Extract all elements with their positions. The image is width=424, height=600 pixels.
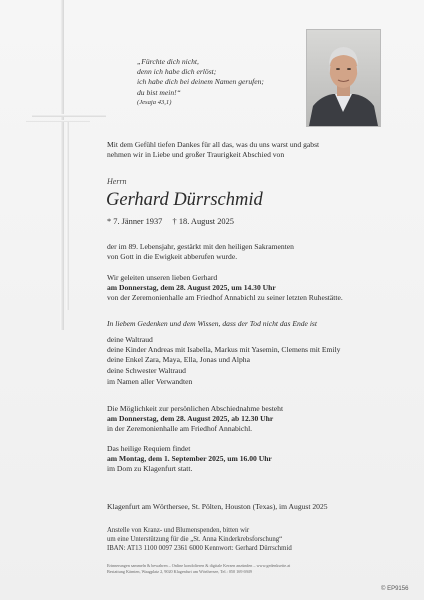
mourners-list [107, 335, 407, 376]
funeral-line: von der Zeremonienhalle am Friedhof Annabichl zu seiner letzten Ruhestätte. [107, 293, 343, 303]
intro-line: Mit dem Gefühl tiefen Dankes für all das, was du uns warst und gabst [107, 140, 320, 149]
portrait-image [307, 30, 380, 126]
farewell-line: Die Möglichkeit zur persönlichen Abschiednahme besteht [107, 404, 284, 413]
document-code: © EP9156 [381, 586, 409, 592]
funeral-line: Wir geleiten unseren lieben Gerhard [107, 273, 218, 282]
mourner-line: deine Enkel Zara, Maya, Ella, Jonas und Alpha [107, 355, 250, 365]
donation-text [107, 526, 387, 553]
death-line: von Gott in die Ewigkeit abberufen wurde. [107, 252, 238, 262]
mourner-line: deine Schwester Waltraud [107, 365, 186, 375]
cross-ornament-horizontal-shadow [26, 120, 90, 122]
quote-line: du bist mein!“ [137, 87, 181, 97]
cross-ornament-horizontal [32, 114, 106, 117]
birth-date: * 7. Jänner 1937 [107, 217, 163, 226]
memory-text: In liebem Gedenken und dem Wissen, dass der Tod nicht das Ende ist [107, 319, 317, 328]
farewell-text [107, 404, 407, 435]
relatives-text: im Namen aller Verwandten [107, 377, 193, 386]
death-line: der im 89. Lebensjahr, gestärkt mit den heiligen Sakramenten [107, 242, 294, 251]
cross-ornament-vertical-shadow [66, 120, 69, 310]
bible-quote [137, 57, 297, 108]
donation-line: IBAN: AT13 1100 0097 2361 6000 Kennwort: Gerhard Dürrschmid [107, 545, 292, 552]
intro-line: nehmen wir in Liebe und großer Traurigkeit Abschied von [107, 150, 285, 160]
deceased-name: Gerhard Dürrschmid [106, 190, 263, 210]
funeral-text [107, 273, 407, 304]
portrait-photo [306, 29, 381, 127]
requiem-text [107, 444, 407, 475]
intro-text [107, 140, 407, 160]
requiem-date: am Montag, dem 1. September 2025, um 16.00 Uhr [107, 454, 272, 464]
footer-line: Bestattung Kärnten, Waagplatz 2, 9020 Klagenfurt am Wörthersee, Tel.: 050 169 6949 [107, 568, 252, 574]
donation-line: Anstelle von Kranz- und Blumenspenden, bitten wir [107, 527, 250, 534]
funeral-date: am Donnerstag, dem 28. August 2025, um 14.30 Uhr [107, 283, 276, 293]
quote-reference: (Jesaja 43,1) [137, 98, 172, 106]
life-dates [107, 217, 234, 226]
footer-text [107, 563, 347, 574]
cross-ornament-vertical [60, 0, 64, 330]
quote-line: denn ich habe dich erlöst; [137, 67, 217, 77]
footer-line: Erinnerungen sammeln & bewahren – Online kondolieren & digitale Kerzen anzünden – www.gedenkseite.at [107, 563, 291, 568]
death-text [107, 242, 407, 262]
mourner-line: deine Kinder Andreas mit Isabella, Markus mit Yasemin, Clemens mit Emily [107, 345, 341, 355]
quote-line: ich habe dich bei deinem Namen gerufen; [137, 77, 264, 87]
mourner-line: deine Waltraud [107, 335, 153, 344]
requiem-line: im Dom zu Klagenfurt statt. [107, 464, 193, 474]
requiem-line: Das heilige Requiem findet [107, 444, 191, 453]
donation-line: um eine Unterstützung für die „St. Anna Kinderkrebsforschung“ [107, 536, 283, 543]
farewell-date: am Donnerstag, dem 28. August 2025, ab 12.30 Uhr [107, 414, 274, 424]
salutation: Herrn [107, 177, 127, 186]
quote-line: „Fürchte dich nicht, [137, 57, 199, 66]
farewell-line: in der Zeremonienhalle am Friedhof Annabichl. [107, 424, 253, 434]
death-date: † 18. August 2025 [172, 217, 234, 226]
place-date: Klagenfurt am Wörthersee, St. Pölten, Houston (Texas), im August 2025 [107, 502, 328, 511]
